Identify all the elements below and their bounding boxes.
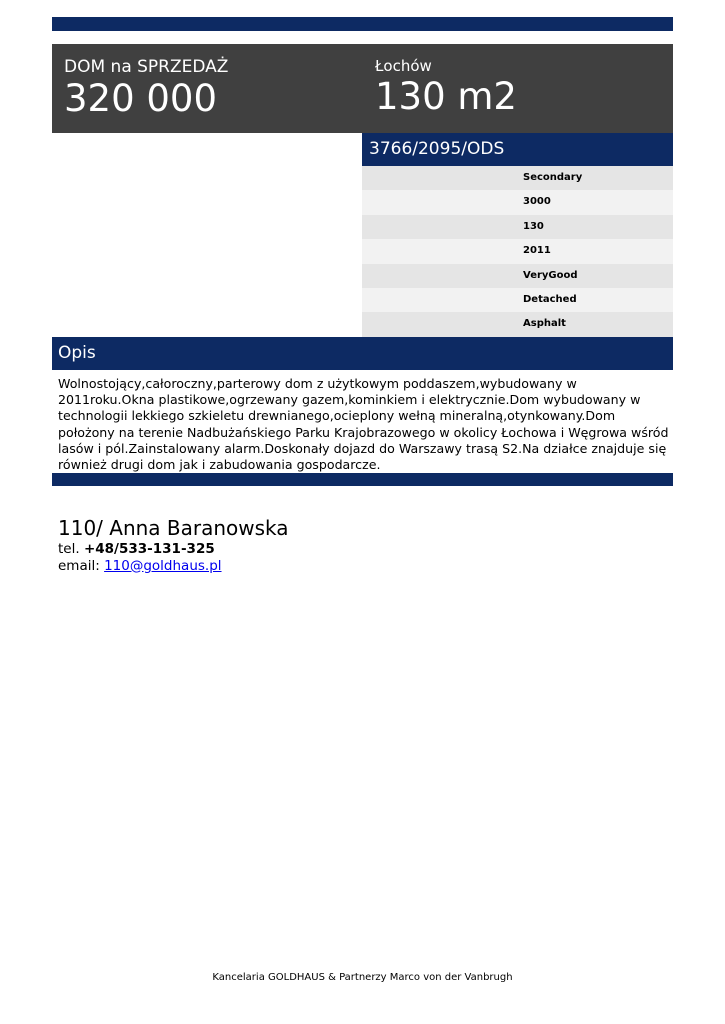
agent-email-link[interactable]: 110@goldhaus.pl [104, 557, 222, 574]
details-row [362, 166, 673, 190]
location: Łochów [375, 57, 432, 75]
footer-text: Kancelaria GOLDHAUS & Partnerzy Marco von der Vanbrugh [212, 972, 513, 983]
agent-email-line [58, 558, 658, 575]
reference-number: 3766/2095/ODS [362, 133, 673, 166]
details-row [362, 288, 673, 312]
agent-phone: +48/533-131-325 [83, 541, 215, 557]
details-table [362, 166, 673, 337]
agent-name: 110/ Anna Baranowska [58, 516, 289, 540]
price: 320 000 [64, 77, 218, 120]
details-value: 2011 [523, 245, 551, 257]
details-row [362, 190, 673, 214]
details-value: 3000 [523, 196, 551, 208]
details-row [362, 264, 673, 288]
details-row [362, 312, 673, 336]
area: 130 m2 [375, 75, 517, 118]
email-label: email: [58, 557, 100, 574]
details-row [362, 239, 673, 263]
offer-type: DOM na SPRZEDAŻ [64, 57, 229, 77]
bottom-accent-bar [52, 473, 673, 486]
description-text: Wolnostojący,całoroczny,parterowy dom z użytkowym poddaszem,wybudowany w 2011roku.Okna plastikowe,ogrzewany gazem,kominkiem i elektrycznie.Dom wybudowany w technologii lekkiego szkieletu drewnianego,ocieplony wełną mineralną,otynkowany.Dom położony na terenie Nadbużańskiego Parku Krajobrazowego w okolicy Łochowa i Węgrowa wśród lasów i pól.Zainstalowany alarm.Doskonały dojazd do Warszawy trasą S2.Na działce znajduje się również drugi dom jak i zabudowania gospodarcze. [58, 376, 669, 473]
details-value: Detached [523, 293, 577, 305]
details-value: Secondary [523, 172, 583, 183]
listing-header [52, 44, 673, 133]
details-value: 130 [523, 220, 544, 232]
property-photo-area [52, 133, 362, 337]
phone-label: tel. [58, 541, 80, 557]
top-accent-bar [52, 17, 673, 31]
details-value: Asphalt [523, 318, 566, 330]
agent-contact [58, 516, 658, 574]
details-row [362, 215, 673, 239]
location-block [375, 56, 517, 118]
agent-phone-line [58, 541, 658, 558]
description-heading: Opis [52, 337, 673, 370]
details-value: VeryGood [523, 269, 578, 281]
price-block [64, 56, 228, 120]
